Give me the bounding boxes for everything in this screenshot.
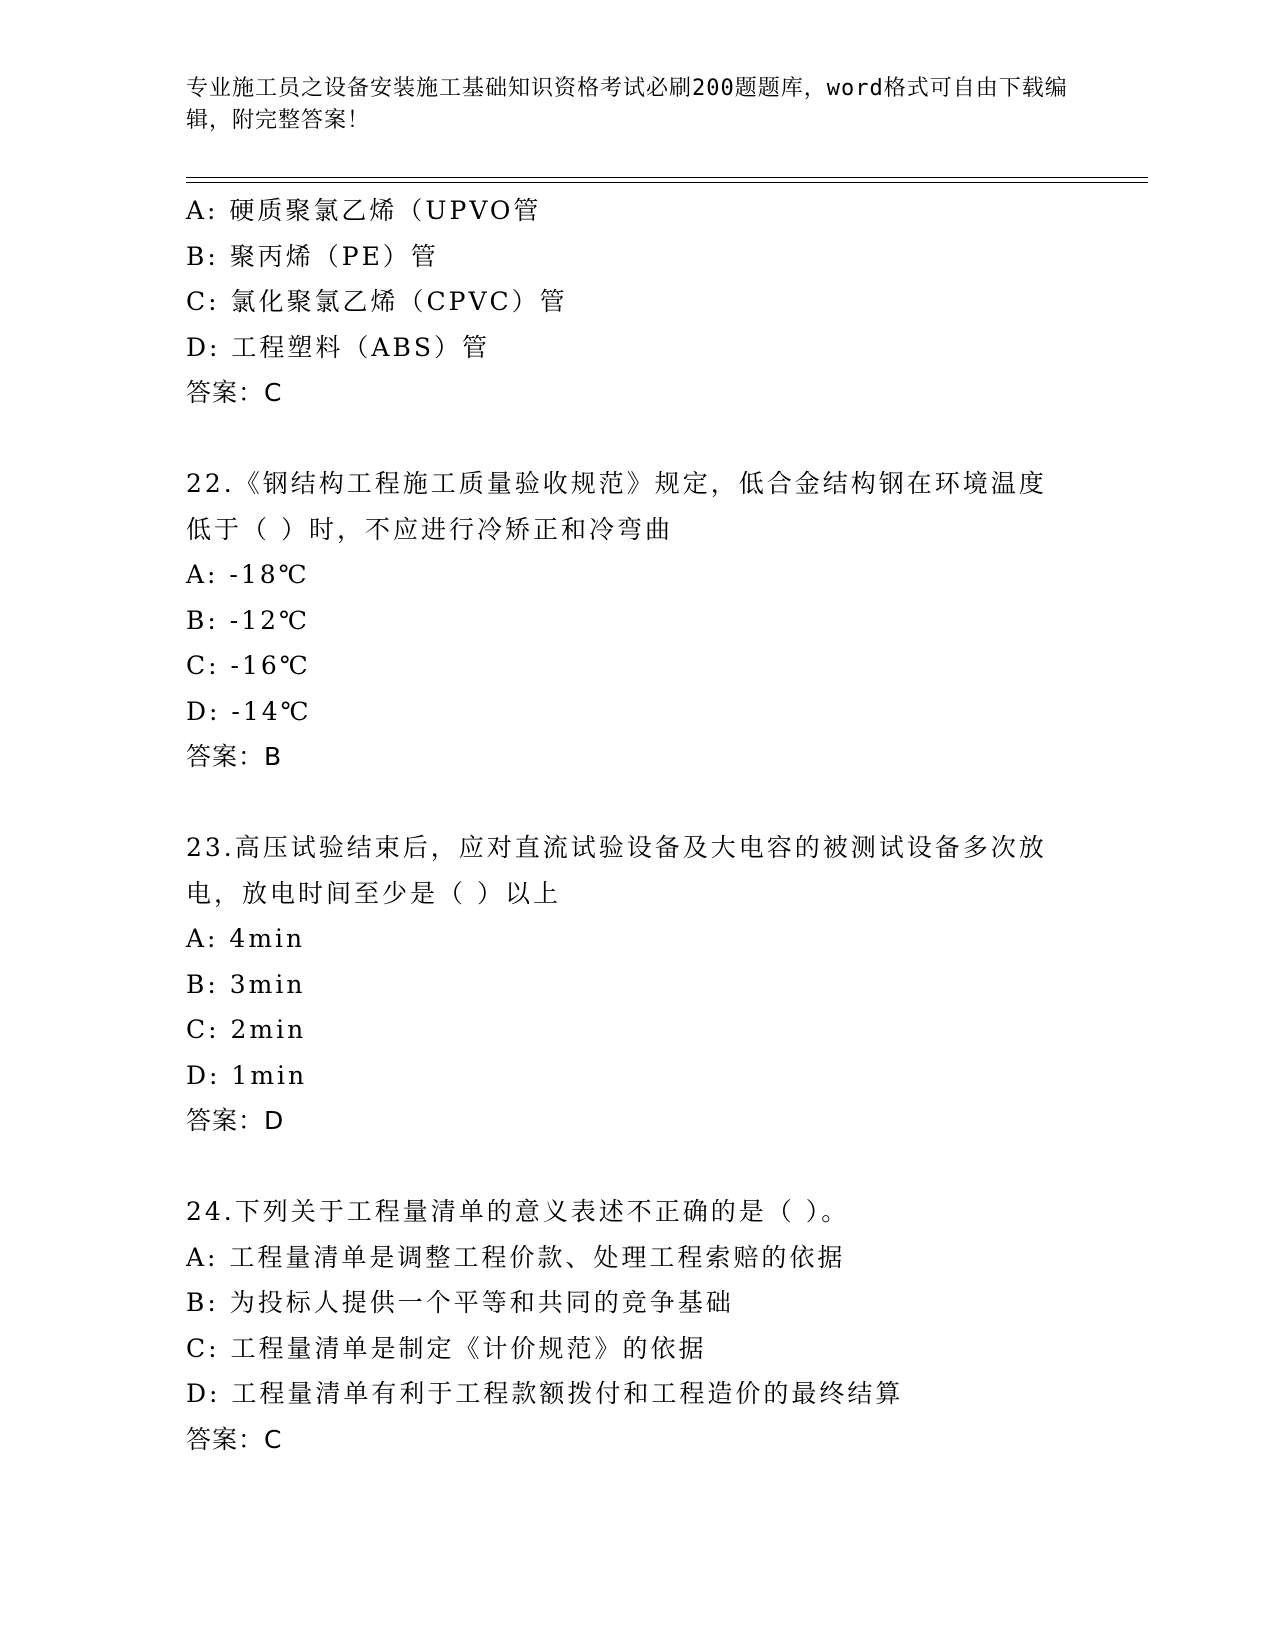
document-header: 专业施工员之设备安装施工基础知识资格考试必刷200题题库，word格式可自由下载编辑，附完整答案！	[186, 76, 1068, 133]
option-b: B: 3min	[186, 969, 306, 999]
answer-line: 答案：C	[186, 1424, 283, 1454]
spacer	[186, 780, 1086, 826]
option-b: B: 聚丙烯（PE）管	[186, 241, 439, 271]
option-d: D: 工程量清单有利于工程款额拨付和工程造价的最终结算	[186, 1379, 904, 1408]
option-a: A: 工程量清单是调整工程价款、处理工程索赔的依据	[186, 1242, 846, 1272]
option-d: D: 工程塑料（ABS）管	[186, 332, 490, 362]
header-rule-top	[186, 177, 1148, 178]
option-a: A: -18℃	[186, 560, 310, 589]
answer-line: 答案：C	[186, 378, 283, 407]
option-b: B: 为投标人提供一个平等和共同的竞争基础	[186, 1288, 734, 1317]
answer-line: 答案：B	[186, 742, 283, 771]
question-list	[186, 188, 1086, 1462]
question-block-22	[186, 461, 1086, 780]
question-block-24	[186, 1189, 1086, 1462]
option-b: B: -12℃	[186, 605, 310, 635]
option-d: D: 1min	[186, 1060, 308, 1090]
question-text: 24.下列关于工程量清单的意义表述不正确的是（ ）。	[186, 1197, 850, 1226]
question-text: 23.高压试验结束后，应对直流试验设备及大电容的被测试设备多次放电，放电时间至少是（ ）以上	[186, 833, 1047, 908]
option-c: C: 工程量清单是制定《计价规范》的依据	[186, 1333, 707, 1363]
question-block-21	[186, 188, 1086, 416]
question-block-23	[186, 825, 1086, 1144]
option-c: C: -16℃	[186, 651, 311, 680]
spacer	[186, 416, 1086, 462]
question-text: 22.《钢结构工程施工质量验收规范》规定，低合金结构钢在环境温度低于（ ）时，不应进行冷矫正和冷弯曲	[186, 469, 1047, 544]
option-c: C: 氯化聚氯乙烯（CPVC）管	[186, 287, 568, 316]
option-c: C: 2min	[186, 1015, 307, 1044]
header-rule-bottom	[186, 182, 1148, 183]
option-d: D: -14℃	[186, 696, 312, 726]
option-a: A: 4min	[186, 924, 306, 953]
option-a: A: 硬质聚氯乙烯（UPVO管	[186, 196, 542, 225]
answer-line: 答案：D	[186, 1106, 285, 1135]
spacer	[186, 1144, 1086, 1190]
